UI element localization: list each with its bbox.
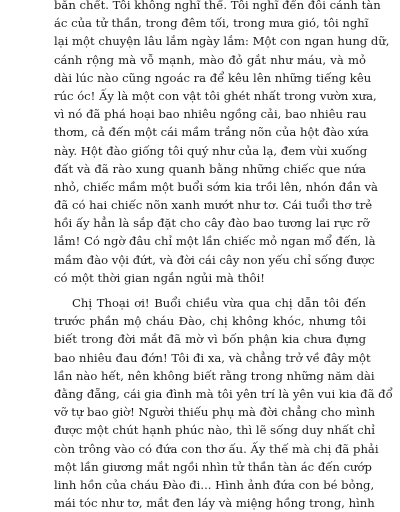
text-line: dài lúc nào cũng ngoác ra để kêu lên những tiếng kêu — [54, 70, 372, 85]
text-line: có một thời gian ngắn ngủi mà thôi! — [54, 270, 265, 285]
text-line: lắm! Có ngờ đâu chỉ một lần chiếc mỏ ngan mổ đến, là — [54, 234, 376, 249]
text-line: lần nào hết, nên không biết rằng trong những năm dài — [54, 368, 375, 383]
paragraph-2 — [54, 294, 393, 512]
text-line: còn trông vào có đứa con thơ ấu. Ấy thế mà chị đã phải — [54, 441, 379, 456]
text-line: này. Hột đào giống tôi quý như của lạ, đem vùi xuống — [54, 143, 368, 158]
text-line: mái tóc như tơ, mắt đen láy và miệng hồng trong, hình — [54, 496, 375, 511]
text-line: hồi ấy hẳn là sắp đặt cho cây đào bao tương lai rực rỡ — [54, 216, 370, 231]
text-line: bao nhiêu đau đớn! Tôi đi xa, và chẳng trở về đây một — [54, 350, 371, 365]
text-line: thơm, cả đến một cái mầm trắng nõn của hột đào xứa — [54, 125, 369, 140]
text-line: trước phần mộ cháu Đào, chị không khóc, nhưng tôi — [54, 314, 366, 329]
text-line: bắn chết. Tôi không nghĩ thế. Tôi nghĩ đến đôi cánh tàn — [54, 0, 381, 12]
text-line: một lần giương mắt ngồi nhìn tử thần tàn ác đến cướp — [54, 459, 372, 474]
text-line: nhỏ, chiếc mầm một buổi sớm kia trồi lên, nhón đần và — [54, 179, 378, 194]
text-line: vỡ tự bao giờ! Người thiếu phụ mà đời chẳng cho mình — [54, 405, 376, 420]
text-line: linh hồn của cháu Đào đi... Hình ảnh đứa con bé bỏng, — [54, 477, 375, 492]
text-line: mầm đào vội đứt, và đời cái cây non yếu chỉ sống được — [54, 252, 375, 267]
text-line: lại một chuyện lâu lắm ngày lắm: Một con ngan hung dữ, — [54, 34, 390, 49]
text-line: được một chút hạnh phúc nào, thì lẽ sống duy nhất chỉ — [54, 423, 375, 438]
text-line: biết trong đời mắt đã mờ vì bốn phận kia chưa đựng — [54, 332, 366, 347]
text-line: vì nó đã phá hoại bao nhiêu ngồng cải, bao nhiêu rau — [54, 107, 367, 122]
text-line: ác của tử thần, trong đêm tối, trong mưa gió, tôi nghĩ — [54, 16, 369, 31]
text-line: cánh rộng mà vỗ mạnh, mào đỏ gắt như máu, và mỏ — [54, 52, 366, 67]
text-line: đất và đã rào xung quanh bằng những chiếc que nứa — [54, 161, 366, 176]
text-line: đã có hai chiếc nõn xanh mướt như tơ. Cái tuổi thơ trẻ — [54, 198, 373, 213]
text-line: Chị Thoại ơi! Buổi chiều vừa qua chị dẫn tôi đến — [72, 296, 366, 310]
paragraph-gap — [54, 287, 366, 294]
text-line: đằng đẵng, cái gia đình mà tôi yên trí là yên vui kia đã đổ — [54, 386, 393, 401]
text-line: rúc óc! Ấy là một con vật tôi ghét nhất trong vườn xưa, — [54, 88, 377, 103]
paragraph-1 — [54, 0, 390, 287]
